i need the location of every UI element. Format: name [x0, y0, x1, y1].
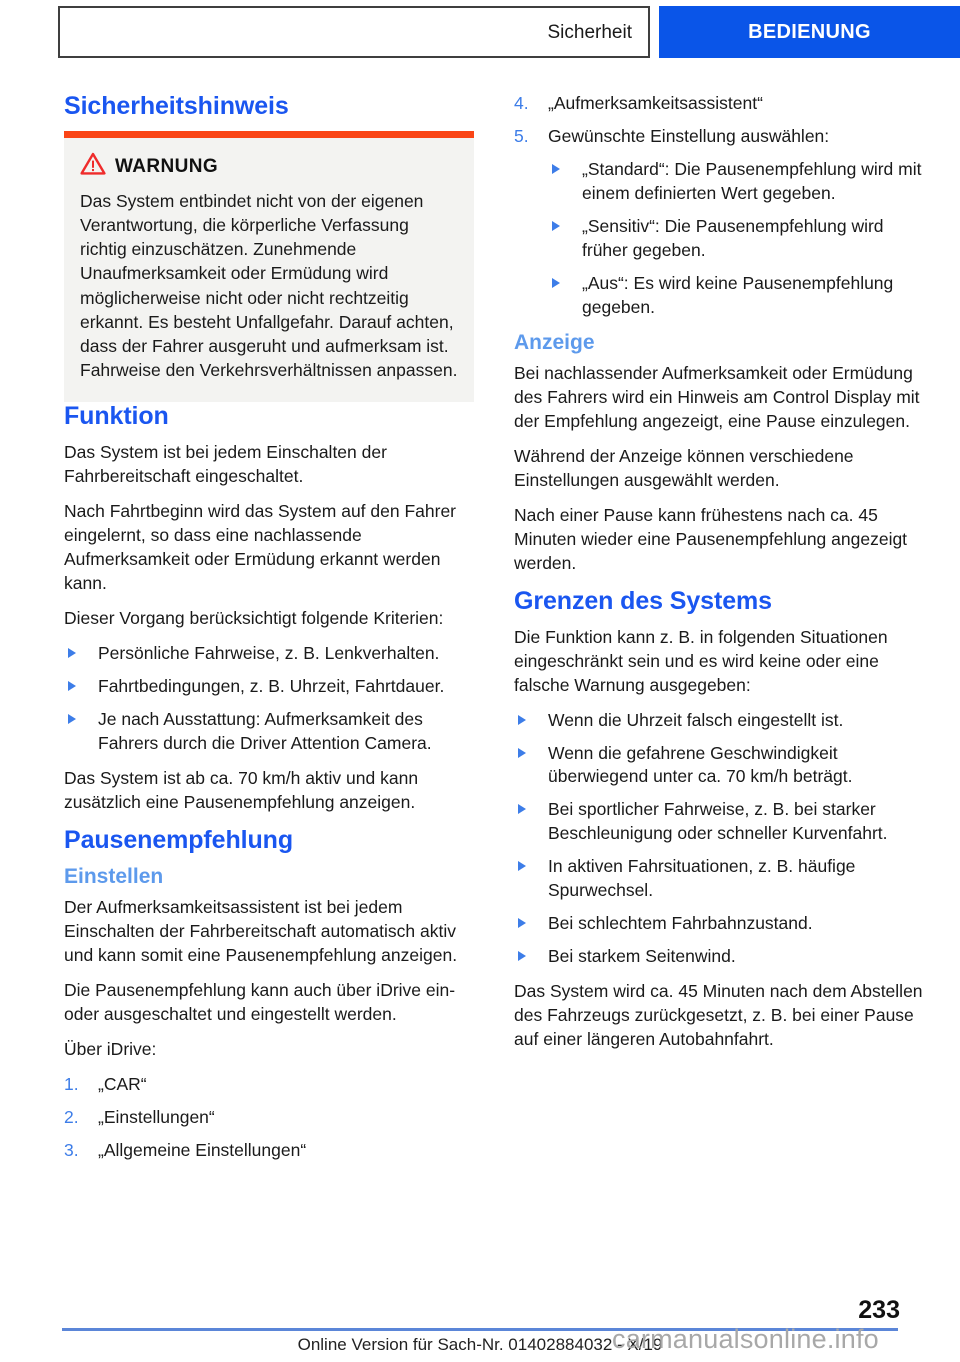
- triangle-bullet-icon: [68, 648, 76, 658]
- triangle-bullet-icon: [518, 951, 526, 961]
- list-item: [64, 1073, 484, 1097]
- funktion-paragraph-2: Nach Fahrtbeginn wird das System auf den Fahrer eingelernt, so dass eine nachlassende Aufmerksamkeit oder Ermüdung erkannt werden kann.: [64, 501, 456, 593]
- list-item-label: „Aus“: Es wird keine Pausenempfehlung gegeben.: [582, 272, 894, 317]
- list-item: [548, 158, 934, 206]
- list-item-label: Je nach Ausstattung: Aufmerksamkeit des Fahrers durch die Driver Attention Camera.: [98, 708, 432, 753]
- chapter-tab-label: Sicherheit: [547, 21, 632, 43]
- funktion-criteria-list: [64, 642, 484, 756]
- warning-top-rule: [64, 131, 474, 138]
- list-item: [64, 1139, 484, 1163]
- watermark: carmanualsonline.info: [612, 1324, 879, 1354]
- list-item-label: „CAR“: [98, 1073, 147, 1094]
- list-item-label: „Aufmerksamkeitsassistent“: [548, 93, 763, 113]
- warning-triangle-icon: [80, 152, 106, 180]
- list-item: [514, 912, 934, 936]
- list-item: [64, 1106, 484, 1130]
- online-version-note: Online Version für Sach-Nr. 01402884032 - X/19: [297, 1335, 663, 1354]
- anzeige-paragraph-3: Nach einer Pause kann frühestens nach ca. 45 Minuten wieder eine Pausenempfehlung angezeigt werden.: [514, 504, 908, 573]
- list-item: [64, 708, 484, 756]
- list-item: [64, 642, 484, 666]
- idrive-steps-continued-list: [514, 92, 934, 320]
- list-item: [514, 709, 934, 733]
- triangle-bullet-icon: [68, 714, 76, 724]
- list-item-label: Bei starkem Seitenwind.: [548, 946, 736, 967]
- list-item-label: Fahrtbedingungen, z. B. Uhrzeit, Fahrtdauer.: [98, 675, 445, 696]
- list-item-label: „Standard“: Die Pausenempfehlung wird mit einem definierten Wert gegeben.: [582, 158, 922, 203]
- list-item-label: „Sensitiv“: Die Pausenempfehlung wird früher gegeben.: [582, 215, 884, 260]
- heading-einstellen: Einstellen: [64, 864, 164, 888]
- section-tab: [659, 6, 960, 58]
- einstellen-paragraph-2: Die Pausenempfehlung kann auch über iDrive ein- oder ausgeschaltet und eingestellt werden.: [64, 979, 456, 1024]
- anzeige-paragraph-2: Während der Anzeige können verschiedene Einstellungen ausgewählt werden.: [514, 445, 854, 490]
- list-item-number: 4.: [514, 93, 529, 113]
- triangle-bullet-icon: [518, 918, 526, 928]
- chapter-tab: [58, 6, 650, 58]
- list-item-label: Gewünschte Einstellung auswählen:: [548, 125, 830, 146]
- triangle-bullet-icon: [552, 221, 560, 231]
- list-item-label: „Einstellungen“: [98, 1106, 215, 1127]
- list-item: [514, 92, 934, 116]
- list-item: [514, 855, 934, 903]
- triangle-bullet-icon: [552, 278, 560, 288]
- warning-body: Das System entbindet nicht von der eigenen Verantwortung, die körperliche Verfassung richtig einzuschätzen. Zunehmende Unaufmerksamkeit oder Ermüdung wird möglicherweise nicht oder nicht rechtzeitig erkannt. Es besteht Unfallgefahr. Darauf achten, dass der Fahrer ausgeruht und aufmerksam ist. Fahrweise den Verkehrsverhältnissen anpassen.: [80, 191, 458, 380]
- list-item-label: In aktiven Fahrsituationen, z. B. häufige Spurwechsel.: [548, 856, 856, 901]
- section-tab-label: BEDIENUNG: [748, 21, 871, 43]
- idrive-steps-list: [64, 1073, 484, 1163]
- page-number: 233: [858, 1296, 900, 1324]
- list-item-number: 5.: [514, 125, 529, 146]
- list-item: [548, 215, 934, 263]
- grenzen-intro-paragraph: Die Funktion kann z. B. in folgenden Situationen eingeschränkt sein und es wird keine oder eine falsche Warnung ausgegeben:: [514, 626, 888, 695]
- warning-block: [64, 131, 484, 402]
- list-item-number: 3.: [64, 1139, 79, 1160]
- triangle-bullet-icon: [518, 861, 526, 871]
- anzeige-paragraph-1: Bei nachlassender Aufmerksamkeit oder Ermüdung des Fahrers wird ein Hinweis am Control Display mit der Empfehlung angezeigt, eine Pause einzulegen.: [514, 362, 920, 431]
- list-item-label: „Allgemeine Einstellungen“: [98, 1139, 307, 1160]
- triangle-bullet-icon: [68, 681, 76, 691]
- heading-pausenempfehlung: Pausenempfehlung: [64, 825, 293, 854]
- list-item-label: Bei schlechtem Fahrbahnzustand.: [548, 913, 813, 934]
- list-item-label: Bei sportlicher Fahrweise, z. B. bei starker Beschleunigung oder schneller Kurvenfahrt.: [548, 799, 888, 844]
- list-item-number: 2.: [64, 1106, 79, 1127]
- funktion-paragraph-1: Das System ist bei jedem Einschalten der Fahrbereitschaft eingeschaltet.: [64, 442, 387, 487]
- settings-options-list: [548, 158, 934, 320]
- list-item-number: 1.: [64, 1073, 79, 1094]
- triangle-bullet-icon: [518, 804, 526, 814]
- right-column: [514, 92, 934, 1052]
- list-item: [64, 675, 484, 699]
- triangle-bullet-icon: [518, 715, 526, 725]
- grenzen-closing-paragraph: Das System wird ca. 45 Minuten nach dem Abstellen des Fahrzeugs zurückgesetzt, z. B. bei einer Pause auf einer längeren Autobahnfahrt.: [514, 981, 923, 1050]
- funktion-closing-paragraph: Das System ist ab ca. 70 km/h aktiv und kann zusätzlich eine Pausenempfehlung anzeigen.: [64, 767, 419, 812]
- list-item: [514, 945, 934, 969]
- list-item-label: Wenn die Uhrzeit falsch eingestellt ist.: [548, 709, 844, 730]
- einstellen-paragraph-1: Der Aufmerksamkeitsassistent ist bei jedem Einschalten der Fahrbereitschaft automatisch aktiv und kann somit eine Pausenempfehlung anzeigen.: [64, 896, 458, 965]
- page-header: [0, 0, 960, 62]
- heading-grenzen-des-systems: Grenzen des Systems: [514, 586, 772, 615]
- warning-title-row: [80, 152, 458, 180]
- list-item: [548, 272, 934, 320]
- einstellen-paragraph-3: Über iDrive:: [64, 1038, 157, 1059]
- warning-box: [64, 138, 474, 402]
- list-item: [514, 798, 934, 846]
- list-item: [514, 125, 934, 320]
- left-column: [64, 92, 484, 1174]
- heading-funktion: Funktion: [64, 402, 169, 431]
- heading-anzeige: Anzeige: [514, 330, 595, 354]
- page-title: Sicherheitshinweis: [64, 92, 289, 120]
- triangle-bullet-icon: [518, 748, 526, 758]
- list-item-label: Persönliche Fahrweise, z. B. Lenkverhalten.: [98, 642, 440, 663]
- list-item-label: Wenn die gefahrene Geschwindigkeit überwiegend unter ca. 70 km/h beträgt.: [548, 742, 853, 787]
- warning-label: WARNUNG: [115, 155, 219, 177]
- grenzen-list: [514, 709, 934, 970]
- triangle-bullet-icon: [552, 164, 560, 174]
- funktion-paragraph-3: Dieser Vorgang berücksichtigt folgende Kriterien:: [64, 607, 444, 628]
- list-item: [514, 742, 934, 790]
